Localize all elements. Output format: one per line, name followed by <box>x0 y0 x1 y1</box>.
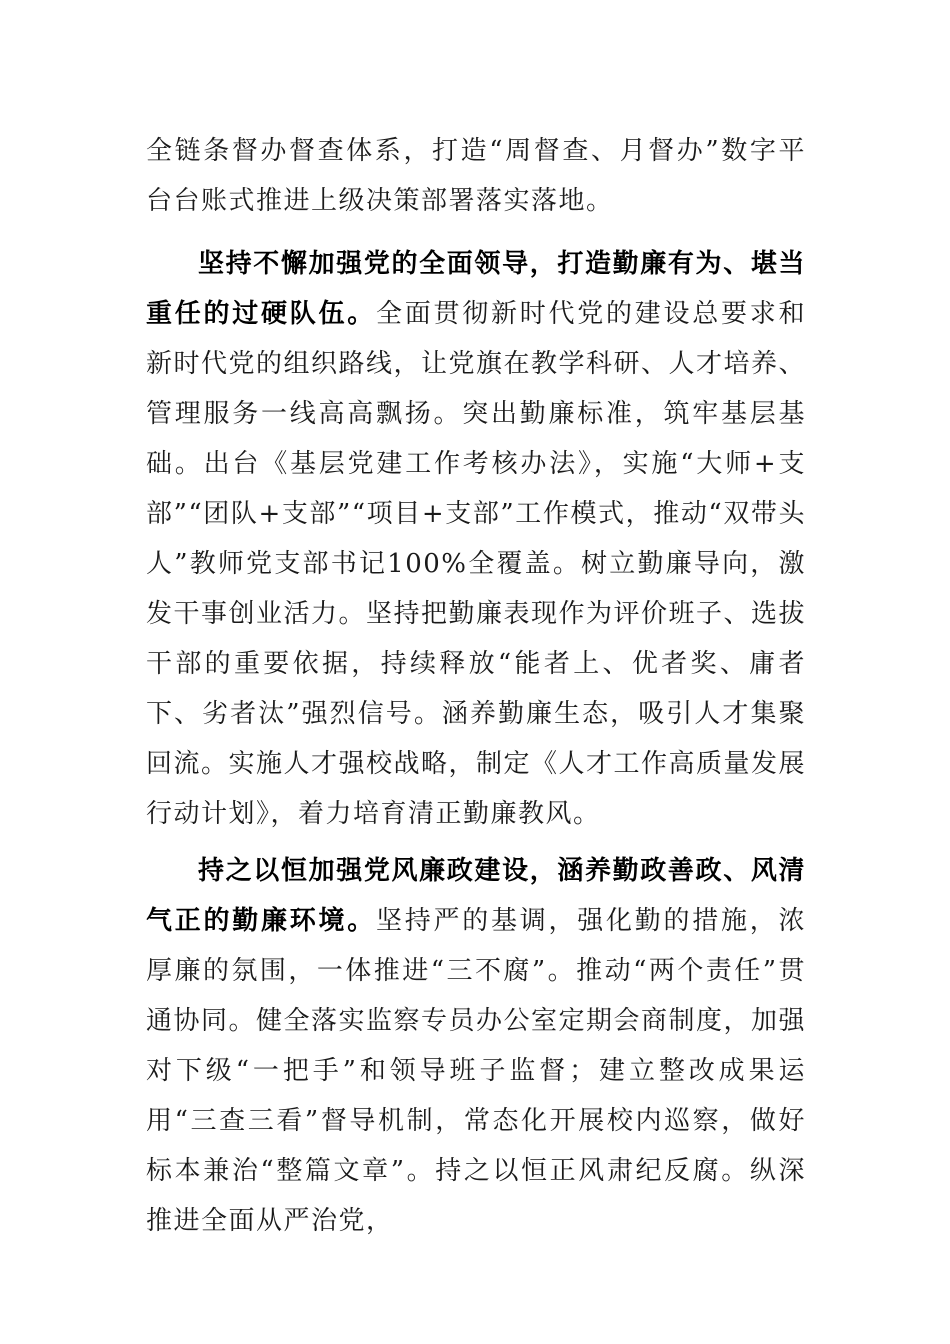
paragraph-continuation <box>146 126 806 226</box>
paragraph-party-leadership <box>146 239 806 839</box>
paragraph-2-body: 全面贯彻新时代党的建设总要求和新时代党的组织路线，让党旗在教学科研、人才培养、管理服务一线高高飘扬。突出勤廉标准，筑牢基层基础。出台《基层党建工作考核办法》，实施“大师+支部”“团队+支部”“项目+支部”工作模式，推动“双带头人”教师党支部书记100%全覆盖。树立勤廉导向，激发干事创业活力。坚持把勤廉表现作为评价班子、选拔干部的重要依据，持续释放“能者上、优者奖、庸者下、劣者汰”强烈信号。涵养勤廉生态，吸引人才集聚回流。实施人才强校战略，制定《人才工作高质量发展行动计划》，着力培育清正勤廉教风。 <box>146 299 807 829</box>
paragraph-1-body: 全链条督办督查体系，打造“周督查、月督办”数字平台台账式推进上级决策部署落实落地。 <box>146 136 806 216</box>
paragraph-2-lead: 坚持不懈加强党的全面领导，打造勤廉有为、堪当重任的过硬队伍。 <box>146 249 806 329</box>
paragraph-3-lead: 持之以恒加强党风廉政建设，涵养勤政善政、风清气正的勤廉环境。 <box>146 856 806 936</box>
paragraph-1 <box>146 126 806 226</box>
paragraph-2 <box>146 239 806 839</box>
paragraph-3 <box>146 846 806 1246</box>
paragraph-clean-governance <box>146 846 806 1246</box>
paragraph-3-body: 坚持严的基调，强化勤的措施，浓厚廉的氛围，一体推进“三不腐”。推动“两个责任”贯通协同。健全落实监察专员办公室定期会商制度，加强对下级“一把手”和领导班子监督；建立整改成果运用“三查三看”督导机制，常态化开展校内巡察，做好标本兼治“整篇文章”。持之以恒正风肃纪反腐。纵深推进全面从严治党， <box>146 906 807 1236</box>
